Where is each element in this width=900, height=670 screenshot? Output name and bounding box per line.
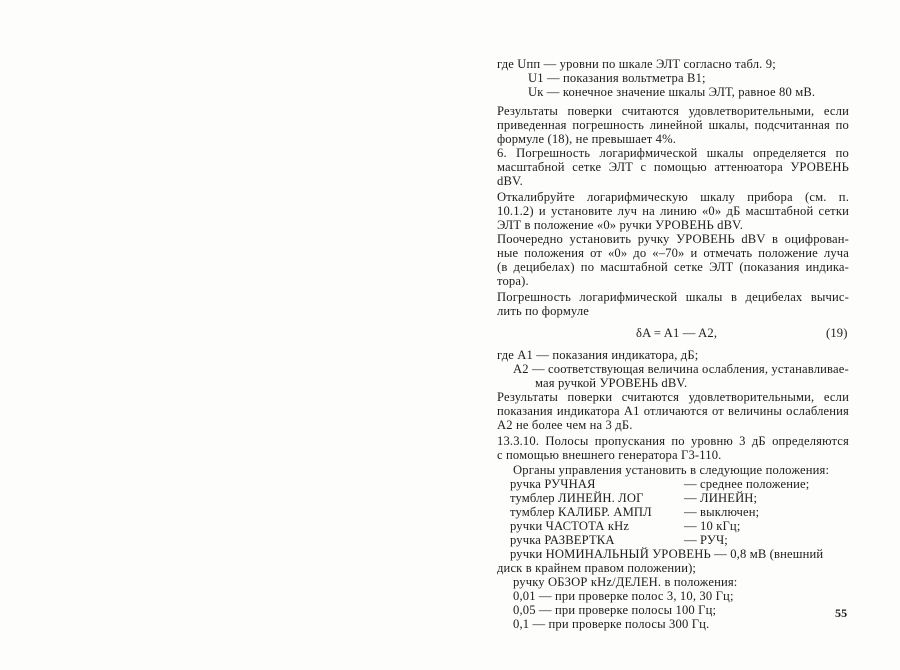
control-name: ручка РАЗВЕРТКА xyxy=(510,533,615,547)
control-value: — выключен; xyxy=(684,505,760,519)
control-name: тумблер ЛИНЕЙН. ЛОГ xyxy=(510,491,644,505)
control-value: — 10 кГц; xyxy=(684,519,741,533)
text-line: ручку ОБЗОР кHz/ДЕЛЕН. в положения: xyxy=(513,575,738,589)
page-number: 55 xyxy=(835,606,848,620)
text-line: ЭЛТ в положение «0» ручки УРОВЕНЬ dBV. xyxy=(497,218,744,232)
text-line: тора). xyxy=(497,274,529,288)
text-line: формуле (18), не превышает 4%. xyxy=(497,132,677,146)
text-line: лить по формуле xyxy=(497,304,590,318)
text-line: 0,1 — при проверке полосы 300 Гц. xyxy=(513,617,710,631)
text-line: Органы управления установить в следующие положения: xyxy=(513,463,830,477)
text-line: Результаты поверки считаются удовлетворительными, если xyxy=(497,390,849,404)
text-line: показания индикатора A1 отличаются от величины ослабления xyxy=(497,404,849,418)
control-name: ручка РУЧНАЯ xyxy=(510,477,596,491)
text-line: диск в крайнем правом положении); xyxy=(497,561,697,575)
text-line: масштабной сетке ЭЛТ с помощью аттенюатора УРОВЕНЬ xyxy=(497,160,849,174)
legend-line-3: Uк — конечное значение шкалы ЭЛТ, равное 80 мВ. xyxy=(528,85,816,99)
text-line: dBV. xyxy=(497,174,523,188)
text-line: Поочередно установить ручку УРОВЕНЬ dBV в оцифрован- xyxy=(497,232,849,246)
text-line: Откалибруйте логарифмическую шкалу прибора (см. п. xyxy=(497,190,849,204)
legend-line-2: U1 — показания вольтметра В1; xyxy=(528,71,706,85)
text-line: Погрешность логарифмической шкалы в децибелах вычис- xyxy=(497,290,849,304)
control-value: — ЛИНЕЙН; xyxy=(684,491,758,505)
text-line: A2 не более чем на 3 дБ. xyxy=(497,418,633,432)
text-line: 6. Погрешность логарифмической шкалы определяется по xyxy=(497,146,849,160)
formula-number: (19) xyxy=(826,326,848,340)
text-line: 0,05 — при проверке полосы 100 Гц; xyxy=(513,603,717,617)
text-line: 10.1.2) и установите луч на линию «0» дБ масштабной сетки xyxy=(497,204,849,218)
text-line: где A1 — показания индикатора, дБ; xyxy=(497,348,699,362)
text-line: (в децибелах) по масштабной сетке ЭЛТ (показания индика- xyxy=(497,260,849,274)
text-line: 0,01 — при проверке полос 3, 10, 30 Гц; xyxy=(513,589,734,603)
text-line: A2 — соответствующая величина ослабления, устанавливае- xyxy=(513,362,849,376)
formula: δA = A1 — A2, xyxy=(636,326,718,340)
text-line: ные положения от «0» до «–70» и отмечать положение луча xyxy=(497,246,849,260)
text-line: приведенная погрешность линейной шкалы, подсчитанная по xyxy=(497,118,849,132)
text-line: мая ручкой УРОВЕНЬ dBV. xyxy=(535,376,688,390)
control-name: ручки ЧАСТОТА кHz xyxy=(510,519,630,533)
control-name: тумблер КАЛИБР. АМПЛ xyxy=(510,505,652,519)
text-line: Результаты поверки считаются удовлетворительными, если xyxy=(497,104,849,118)
control-value: — среднее положение; xyxy=(684,477,810,491)
text-line: 13.3.10. Полосы пропускания по уровню 3 дБ определяются xyxy=(497,434,849,448)
text-line: с помощью внешнего генератора Г3-110. xyxy=(497,448,722,462)
control-value: — РУЧ; xyxy=(684,533,728,547)
legend-line-1: где Uпп — уровни по шкале ЭЛТ согласно табл. 9; xyxy=(497,57,776,71)
text-line: ручки НОМИНАЛЬНЫЙ УРОВЕНЬ — 0,8 мВ (внешний xyxy=(510,547,824,561)
